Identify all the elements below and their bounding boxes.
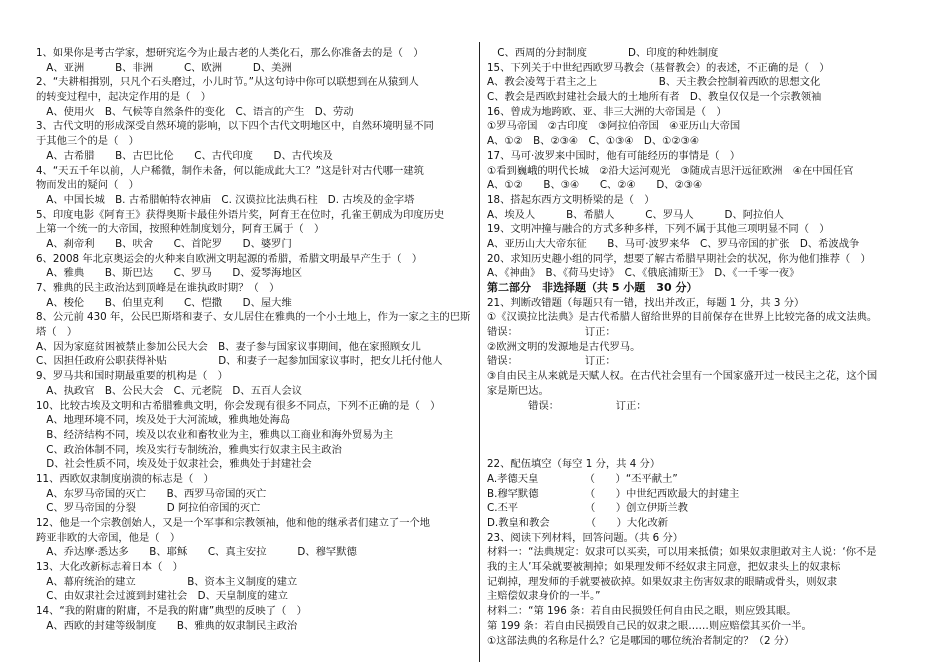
right-text-line: ①看到巍峨的明代长城 ②沿大运河观光 ③随成吉思汗远征欧洲 ④在中国任官 bbox=[487, 164, 854, 177]
right-text-line: C、教会是西欧封建社会最大的土地所有者 D、教皇仅仅是一个宗教领袖 bbox=[487, 91, 822, 104]
judge-question-line: 错误： 订正： bbox=[487, 355, 616, 368]
matching-question-line: 我的主人’耳朵就要被割掉；如果理发师不经奴隶主同意，把奴隶头上的奴隶标 bbox=[487, 561, 841, 574]
judge-question-line: 错误： 订正： bbox=[487, 399, 647, 412]
left-text-line: A、古希腊 B、古巴比伦 C、古代印度 D、古代埃及 bbox=[36, 149, 333, 162]
left-text-line: 上第一个统一的大帝国，按照种姓制度划分，阿育王属于（ ） bbox=[36, 223, 325, 236]
left-text-line: 4、“天五千年以前，人户稀微，制作未备，何以能成此大工？”这是针对古代哪一建筑 bbox=[36, 164, 424, 177]
matching-question-line: 材料二：“第 196 条：若自由民损毁任何自由民之眼，则应毁其眼。 bbox=[487, 605, 797, 618]
matching-question-line: 主赔偿奴隶身价的一半。” bbox=[487, 590, 601, 603]
left-text-line: 12、他是一个宗教创始人，又是一个军事和宗教领袖，他和他的继承者们建立了一个地 bbox=[36, 517, 431, 529]
matching-question-line: B.穆罕默德 （ ）中世纪西欧最大的封建主 bbox=[487, 487, 740, 500]
matching-question-line: 记剃掉，理发师的手就要被砍掉。如果奴隶主伤害奴隶的眼睛或骨头，则奴隶 bbox=[487, 575, 838, 588]
right-column bbox=[487, 46, 935, 648]
right-text-line: A、埃及人 B、希腊人 C、罗马人 D、阿拉伯人 bbox=[487, 208, 784, 221]
right-text-line: ①罗马帝国 ②古印度 ③阿拉伯帝国 ④亚历山大帝国 bbox=[487, 120, 741, 133]
left-text-line: A、西欧的封建等级制度 B、雅典的奴隶制民主政治 bbox=[36, 619, 298, 632]
matching-question-line: 23、阅读下列材料，回答问题。（共 6 分） bbox=[487, 531, 684, 544]
matching-question-line: 材料一：“法典规定：奴隶可以买卖，可以用来抵债；如果奴隶胆敢对主人说：‘你不是 bbox=[487, 546, 877, 559]
left-text-line: 物而发出的疑问（ ） bbox=[36, 179, 139, 192]
right-text-line: A、《神曲》 B、《荷马史诗》 C、《俄底浦斯王》 D、《一千零一夜》 bbox=[487, 267, 800, 280]
right-text-line: A、亚历山大大帝东征 B、马可·波罗来华 C、罗马帝国的扩张 D、希波战争 bbox=[487, 237, 860, 250]
right-text-line: A、①② B、②③④ C、①③④ D、①②③④ bbox=[487, 135, 700, 148]
left-text-line: A、使用火 B、气候等自然条件的变化 C、语言的产生 D、劳动 bbox=[36, 105, 354, 118]
left-text-line: C、由奴隶社会过渡到封建社会 D、天皇制度的建立 bbox=[36, 590, 288, 603]
matching-question-line: A.孝德天皇 （ ）“丕平献土” bbox=[487, 472, 678, 485]
part-two-heading: 第二部分 非选择题（共 5 小题 30 分） bbox=[487, 281, 698, 294]
right-text-line: C、西周的分封制度 D、印度的种姓制度 bbox=[487, 47, 719, 59]
left-text-line: A、乔达摩·悉达多 B、耶稣 C、真主安拉 D、穆罕默德 bbox=[36, 546, 357, 559]
right-text-line: 18、搭起东西方文明桥梁的是（ ） bbox=[487, 193, 655, 206]
left-text-line: 13、大化改新标志着日本（ ） bbox=[36, 561, 183, 574]
left-text-line: A、执政官 B、公民大会 C、元老院 D、五百人会议 bbox=[36, 384, 303, 397]
left-text-line: C、政治体制不同，埃及实行专制统治，雅典实行奴隶主民主政治 bbox=[36, 443, 342, 456]
judge-question-line: 21、判断改错题（每题只有一错，找出并改正，每题 1 分，共 3 分） bbox=[487, 296, 805, 309]
left-column bbox=[36, 46, 474, 634]
left-text-line: D、社会性质不同，埃及处于奴隶社会，雅典处于封建社会 bbox=[36, 458, 312, 471]
left-text-line: A、亚洲 B、非洲 C、欧洲 D、美洲 bbox=[36, 61, 292, 74]
right-text-line: 19、文明冲撞与融合的方式多种多样，下列不属于其他三项明显不同（ ） bbox=[487, 223, 830, 236]
judge-question-line: ③自由民主从来就是天赋人权。在古代社会里有一个国家盛开过一枝民主之花，这个国 bbox=[487, 370, 878, 383]
judge-question-line: 错误： 订正： bbox=[487, 326, 616, 339]
right-text-line: 16、曾成为地跨欧、亚、非三大洲的大帝国是（ ） bbox=[487, 105, 727, 118]
left-text-line: A、幕府统治的建立 B、资本主义制度的建立 bbox=[36, 575, 298, 588]
left-text-line: 7、雅典的民主政治达到顶峰是在谁执政时期？（ ） bbox=[36, 282, 280, 294]
left-text-line: 塔（ ） bbox=[36, 326, 78, 339]
left-text-line: 14、“我的附庸的附庸，不是我的附庸”典型的反映了（ ） bbox=[36, 605, 307, 618]
left-text-line: 11、西欧奴隶制度崩溃的标志是（ ） bbox=[36, 472, 214, 485]
left-text-line: 6、2008 年北京奥运会的火种来自欧洲文明起源的希腊，希腊文明最早产生于（ ） bbox=[36, 252, 423, 265]
left-text-line: A、东罗马帝国的灭亡 B、西罗马帝国的灭亡 bbox=[36, 487, 267, 500]
left-text-line: C、因担任政府公职获得补贴 D、和妻子一起参加国家议事时，把女儿托付他人 bbox=[36, 355, 443, 368]
left-text-line: C、罗马帝国的分裂 D 阿拉伯帝国的灭亡 bbox=[36, 502, 261, 515]
left-text-line: A、中国长城 B. 古希腊帕特农神庙 C. 汉谟拉比法典石柱 D. 古埃及的金字塔 bbox=[36, 193, 415, 206]
right-text-line: 15、下列关于中世纪西欧罗马教会（基督教会）的表述，不正确的是（ ） bbox=[487, 61, 830, 74]
left-text-line: 2、“夫耕相揖别，只凡个石头磨过，小儿时节。”从这句诗中你可以联想到在从猿到人 bbox=[36, 76, 419, 89]
matching-question-line: 22、配伍填空（每空 1 分，共 4 分） bbox=[487, 458, 661, 471]
left-text-line: 于其他三个的是（ ） bbox=[36, 135, 139, 148]
left-text-line: A、雅典 B、斯巴达 C、罗马 D、爱琴海地区 bbox=[36, 267, 303, 280]
matching-question-line: D.教皇和教会 （ ）大化改新 bbox=[487, 517, 669, 529]
left-text-line: 3、古代文明的形成深受自然环境的影响，以下四个古代文明地区中，自然环境明显不同 bbox=[36, 120, 434, 133]
left-text-line: A、地理环境不同，埃及处于大河流域，雅典地处海岛 bbox=[36, 414, 291, 427]
matching-question-line: ①这部法典的名称是什么？它是哪国的哪位统治者制定的？（2 分） bbox=[487, 634, 795, 647]
left-text-line: B、经济结构不同，埃及以农业和畜牧业为主，雅典以工商业和海外贸易为主 bbox=[36, 428, 394, 441]
left-text-line: 10、比较古埃及文明和古希腊雅典文明，你会发现有很多不同点，下列不正确的是（ ） bbox=[36, 399, 441, 412]
judge-question-line: ①《汉谟拉比法典》是古代希腊人留给世界的目前保存在世界上比较完备的成文法典。 bbox=[487, 311, 878, 324]
right-text-line: 17、马可·波罗来中国时，他有可能经历的事情是（ ） bbox=[487, 149, 741, 162]
matching-question-line: 第 199 条：若自由民损毁自己民的奴隶之眼……则应赔偿其买价一半。 bbox=[487, 619, 812, 632]
matching-question-line: C.丕平 （ ）创立伊斯兰教 bbox=[487, 502, 688, 515]
right-text-line: A、教会凌驾于君主之上 B、天主教会控制着西欧的思想文化 bbox=[487, 76, 821, 89]
left-text-line: 跨亚非欧的大帝国，他是（ ） bbox=[36, 531, 181, 544]
left-text-line: 8、公元前 430 年，公民巴斯塔和妻子、女儿居住在雅典的一个小土地上，作为一家之主的巴斯 bbox=[36, 311, 471, 324]
right-text-line: 20、求知历史趣小组的同学，想要了解古希腊早期社会的状况，你为他们推荐（ ） bbox=[487, 252, 871, 265]
left-text-line: 5、印度电影《阿育王》获得奥斯卡最佳外语片奖，阿育王在位时，孔雀王朝成为印度历史 bbox=[36, 208, 445, 221]
left-text-line: A、梭伦 B、伯里克利 C、恺撒 D、屋大维 bbox=[36, 296, 292, 309]
column-divider bbox=[479, 42, 480, 662]
left-text-line: A、因为家庭贫困被禁止参加公民大会 B、妻子参与国家议事期间，他在家照顾女儿 bbox=[36, 340, 421, 353]
left-text-line: 1、如果你是考古学家，想研究迄今为止最古老的人类化石，那么你准备去的是（ ） bbox=[36, 47, 424, 59]
judge-question-line: 家是斯巴达。 bbox=[487, 384, 549, 397]
left-text-line: 9、罗马共和国时期最重要的机构是（ ） bbox=[36, 370, 228, 383]
right-text-line: A、①② B、③④ C、②④ D、②③④ bbox=[487, 179, 703, 192]
left-text-line: 的转变过程中，起决定作用的是（ ） bbox=[36, 91, 212, 104]
left-text-line: A、刹帝利 B、吠舍 C、首陀罗 D、婆罗门 bbox=[36, 237, 292, 250]
judge-question-line: ②欧洲文明的发源地是古代罗马。 bbox=[487, 340, 641, 353]
